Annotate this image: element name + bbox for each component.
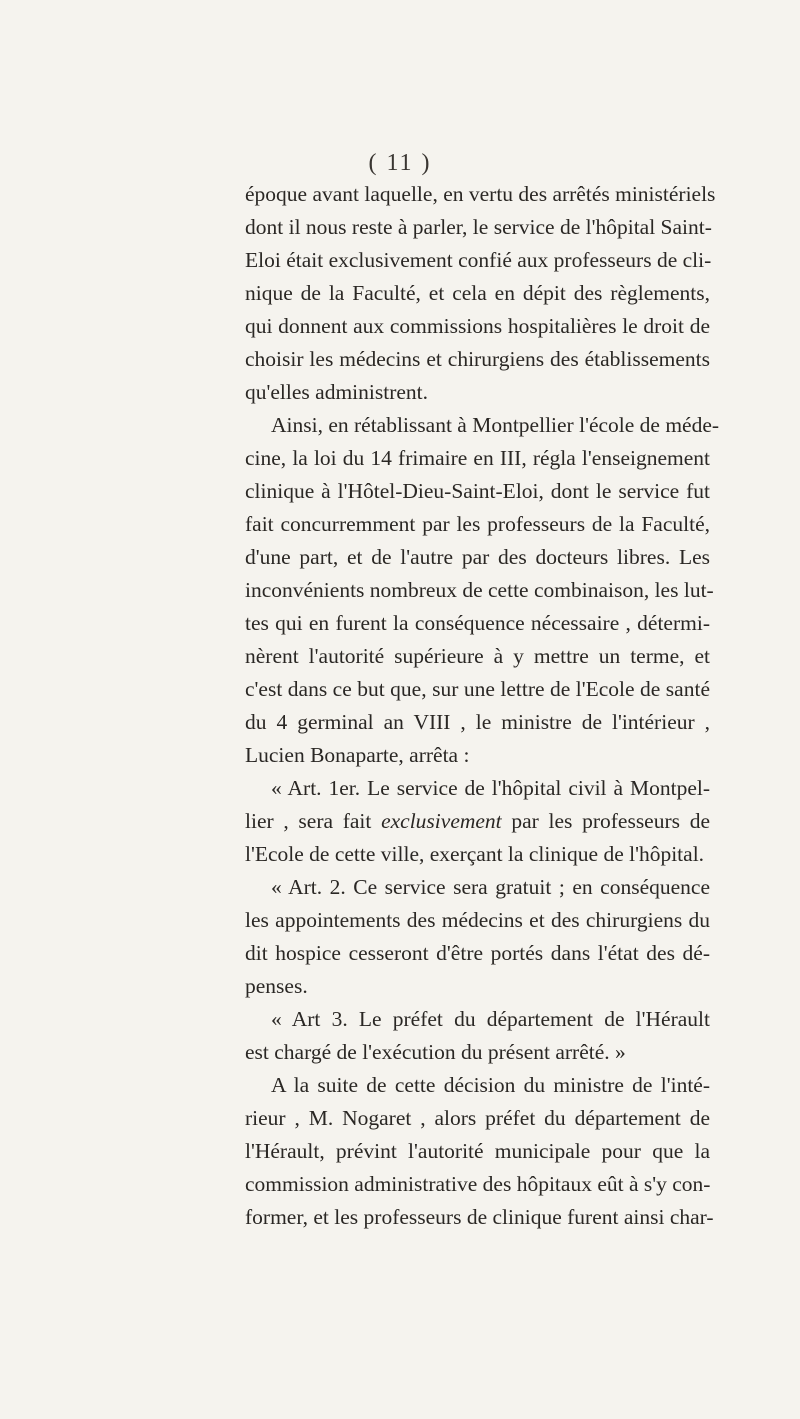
text-line: qu'elles administrent. <box>245 380 429 404</box>
text-line: « Art 3. Le préfet du département de l'Hérault <box>271 1007 710 1031</box>
text-line: « Art. 2. Ce service sera gratuit ; en conséquence <box>271 875 710 899</box>
text-line: qui donnent aux commissions hospitalières le droit de <box>245 314 710 338</box>
text-line: « Art. 1er. Le service de l'hôpital civil à Montpel- <box>271 776 710 800</box>
text-line: clinique à l'Hôtel-Dieu-Saint-Eloi, dont le service fut <box>245 479 710 503</box>
text-line: les appointements des médecins et des chirurgiens du <box>245 908 710 932</box>
text-line: nique de la Faculté, et cela en dépit des règlements, <box>245 281 710 305</box>
emphasis-word: exclusivement <box>381 809 502 833</box>
text-line: tes qui en furent la conséquence nécessaire , détermi- <box>245 611 710 635</box>
text-line: l'Ecole de cette ville, exerçant la clinique de l'hôpital. <box>245 842 705 866</box>
text-line: Eloi était exclusivement confié aux professeurs de cli- <box>245 248 712 272</box>
text-line: lier , sera fait exclusivement par les professeurs de <box>245 809 710 833</box>
text-line: former, et les professeurs de clinique furent ainsi char- <box>245 1205 714 1229</box>
text-line: penses. <box>245 974 308 998</box>
text-line: nèrent l'autorité supérieure à y mettre un terme, et <box>245 644 710 668</box>
text-line: d'une part, et de l'autre par des docteurs libres. Les <box>245 545 710 569</box>
text-line: rieur , M. Nogaret , alors préfet du département de <box>245 1106 710 1130</box>
text-line: c'est dans ce but que, sur une lettre de l'Ecole de santé <box>245 677 710 701</box>
text-line: est chargé de l'exécution du présent arrêté. » <box>245 1040 626 1064</box>
text-line: dont il nous reste à parler, le service de l'hôpital Saint- <box>245 215 712 239</box>
text-line: choisir les médecins et chirurgiens des établissements <box>245 347 710 371</box>
text-line: fait concurremment par les professeurs de la Faculté, <box>245 512 710 536</box>
text-line: inconvénients nombreux de cette combinaison, les lut- <box>245 578 714 602</box>
text-line: commission administrative des hôpitaux eût à s'y con- <box>245 1172 711 1196</box>
text-line: Lucien Bonaparte, arrêta : <box>245 743 470 767</box>
text-line: A la suite de cette décision du ministre de l'inté- <box>271 1073 710 1097</box>
text-line: cine, la loi du 14 frimaire en III, régla l'enseignement <box>245 446 710 470</box>
text-line: Ainsi, en rétablissant à Montpellier l'école de méde- <box>271 413 720 437</box>
page-number: ( 11 ) <box>368 150 432 176</box>
text-line: dit hospice cesseront d'être portés dans l'état des dé- <box>245 941 710 965</box>
text-line: l'Hérault, prévint l'autorité municipale pour que la <box>245 1139 710 1163</box>
text-line: du 4 germinal an VIII , le ministre de l'intérieur , <box>245 710 710 734</box>
text-line: époque avant laquelle, en vertu des arrêtés ministériels <box>245 182 716 206</box>
body-text <box>245 178 720 1234</box>
